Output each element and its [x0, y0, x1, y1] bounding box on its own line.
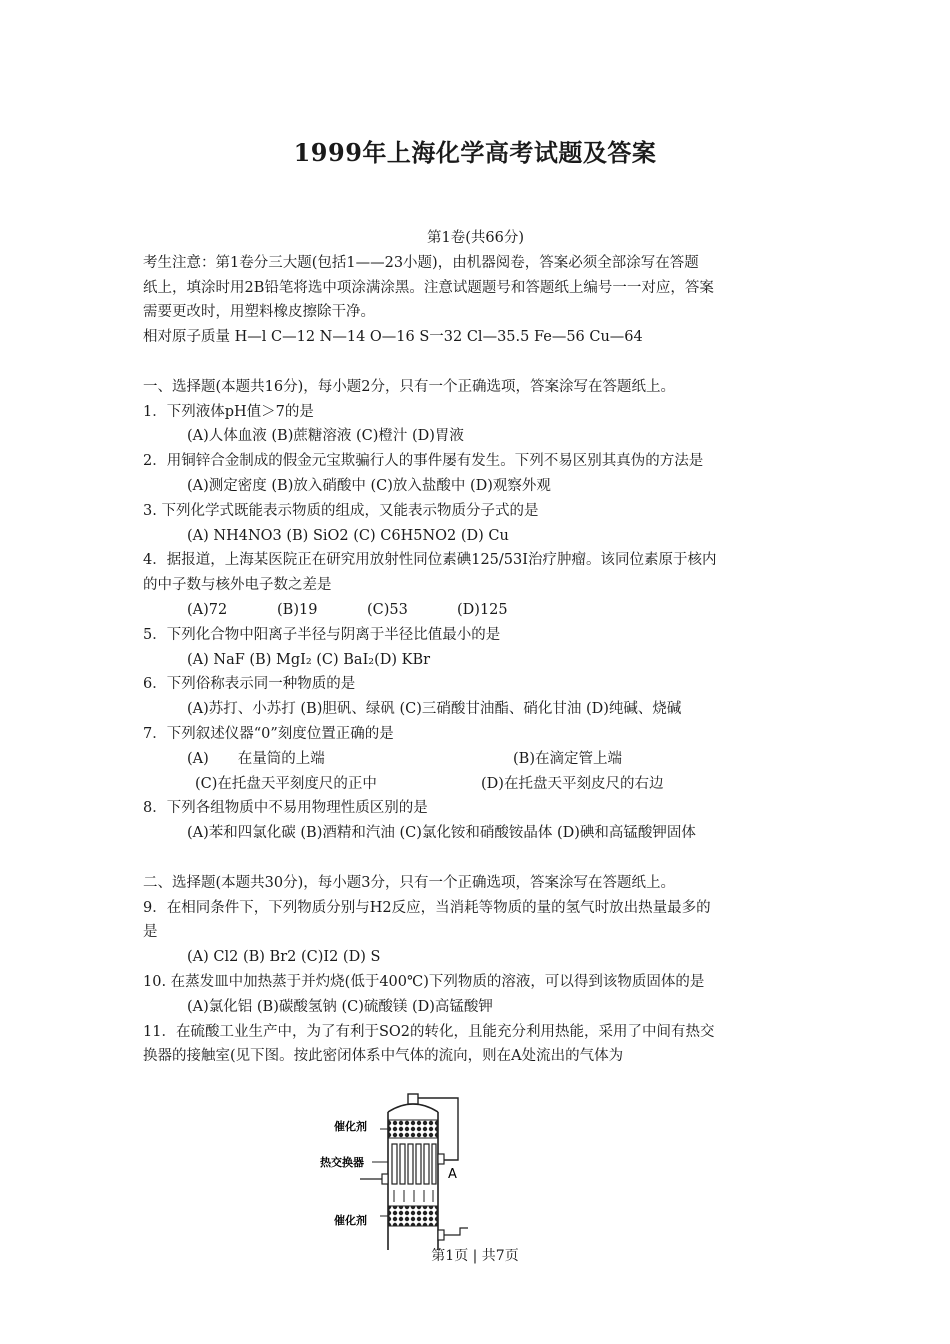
question-11-stem: 11．在硫酸工业生产中，为了有利于SO2的转化，且能充分利用热能，采用了中间有热交	[143, 1023, 715, 1040]
option-d: (D)在托盘天平刻皮尺的右边	[481, 775, 664, 792]
question-8-stem: 8．下列各组物质中不易用物理性质区别的是	[143, 800, 428, 817]
contact-chamber-diagram	[320, 1090, 520, 1255]
option-a: (A)72	[187, 601, 228, 618]
question-3-options: (A) NH4NO3 (B) SiO2 (C) C6H5NO2 (D) Cu	[187, 527, 509, 544]
part1-header: 一、选择题(本题共16分)，每小题2分，只有一个正确选项，答案涂写在答题纸上。	[143, 378, 675, 395]
question-11-stem-cont: 换器的接触室(见下图。按此密闭体系中气体的流向，则在A处流出的气体为	[143, 1048, 624, 1065]
question-7-options-row2	[143, 772, 808, 797]
question-5-stem: 5．下列化合物中阳离子半径与阴离于半径比值最小的是	[143, 626, 501, 643]
question-7-options-row1	[143, 747, 808, 772]
notice-line: 考生注意：第1卷分三大题(包括1——23小题)，由机器阅卷，答案必须全部涂写在答题	[143, 254, 699, 271]
question-10-options: (A)氯化铝 (B)碳酸氢钠 (C)硫酸镁 (D)高锰酸钾	[187, 998, 493, 1015]
page-footer: 第1页 | 共7页	[431, 1248, 519, 1264]
question-7-stem: 7．下列叙述仪器“0”刻度位置正确的是	[143, 725, 394, 742]
atomic-masses: 相对原子质量 H—l C—12 N—14 O—16 S一32 Cl—35.5 Fe—56 Cu—64	[143, 329, 643, 346]
heat-exchanger-label: 热交换器	[320, 1156, 364, 1169]
question-4-stem: 4．据报道，上海某医院正在研究用放射性同位素碘125/53I治疗肿瘤。该同位素原于核内	[143, 552, 717, 569]
heat-exchanger-tubes	[392, 1144, 436, 1184]
notice-line: 纸上，填涂时用2B铅笔将选中项涂满涂黑。注意试题题号和答题纸上编号一一对应，答案	[143, 279, 714, 296]
catalyst-bed-bottom	[389, 1206, 437, 1226]
point-a-label: A	[448, 1167, 457, 1182]
question-2-stem: 2．用铜锌合金制成的假金元宝欺骗行人的事件屡有发生。下列不易区别其真伪的方法是	[143, 453, 704, 470]
notice-line: 需要更改时，用塑料橡皮擦除干净。	[143, 304, 375, 321]
question-9-stem: 9．在相同条件下，下列物质分别与H2反应，当消耗等物质的量的氢气时放出热量最多的	[143, 899, 711, 916]
catalyst-bed-top	[389, 1120, 437, 1138]
question-5-options: (A) NaF (B) MgI₂ (C) BaI₂(D) KBr	[187, 651, 431, 668]
question-4-options	[143, 598, 808, 623]
section-title: 第1卷(共66分)	[427, 230, 524, 246]
catalyst-label-bottom: 催化剂	[334, 1214, 367, 1227]
part2-header: 二、选择题(本题共30分)，每小题3分，只有一个正确选项，答案涂写在答题纸上。	[143, 874, 675, 891]
question-8-options: (A)苯和四氯化碳 (B)酒精和汽油 (C)氯化铵和硝酸铵晶体 (D)碘和高锰酸钾固体	[187, 825, 696, 842]
question-2-options: (A)测定密度 (B)放入硝酸中 (C)放入盐酸中 (D)观察外观	[187, 477, 551, 494]
top-outlet	[408, 1094, 418, 1104]
vessel-dome	[388, 1104, 438, 1112]
option-d: (D)125	[457, 601, 508, 618]
question-3-stem: 3. 下列化学式既能表示物质的组成，又能表示物质分子式的是	[143, 502, 539, 519]
option-c: (C)在托盘天平刻度尺的正中	[195, 775, 377, 792]
question-9-stem-cont: 是	[143, 924, 158, 941]
option-b: (B)在滴定管上端	[513, 750, 622, 767]
question-4-stem-cont: 的中子数与核外电子数之差是	[143, 577, 332, 594]
document-body	[143, 226, 808, 1069]
question-1-stem: 1．下列液体pH值＞7的是	[143, 403, 314, 420]
option-c: (C)53	[367, 601, 408, 618]
question-6-options: (A)苏打、小苏打 (B)胆矾、绿矾 (C)三硝酸甘油酯、硝化甘油 (D)纯碱、烧碱	[187, 701, 682, 718]
option-b: (B)19	[277, 601, 318, 618]
document-title: 1999年上海化学高考试题及答案	[293, 138, 657, 167]
question-1-options: (A)人体血液 (B)蔗糖溶液 (C)橙汁 (D)胃液	[187, 428, 464, 445]
option-a: (A) 在量筒的上端	[187, 750, 325, 767]
question-6-stem: 6．下列俗称表示同一种物质的是	[143, 676, 356, 693]
question-9-options: (A) Cl2 (B) Br2 (C)I2 (D) S	[187, 949, 381, 966]
flow-arrows	[394, 1190, 433, 1202]
bottom-outlet	[438, 1230, 444, 1240]
catalyst-label-top: 催化剂	[334, 1120, 367, 1133]
question-10-stem: 10. 在蒸发皿中加热蒸于并灼烧(低于400℃)下列物质的溶液，可以得到该物质固体的是	[143, 973, 705, 990]
